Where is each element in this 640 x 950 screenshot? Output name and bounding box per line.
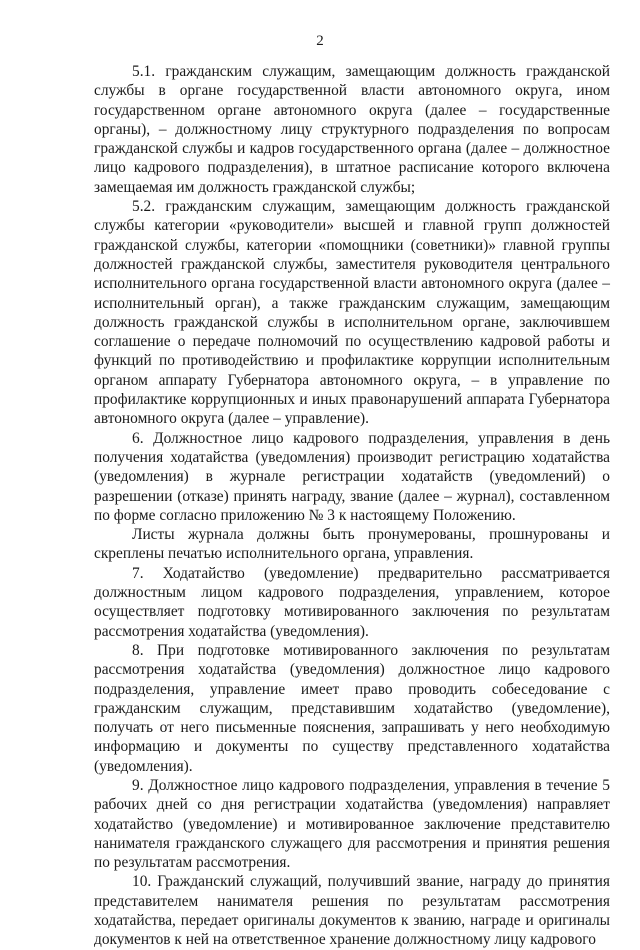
paragraph-6: 6. Должностное лицо кадрового подразделения, управления в день получения ходатайства (уведомления) производит регистрацию ходатайства (уведомления) в журнале регистрации ходатайств (уведомлений) о разрешении (отказе) принять награду, звание (далее – журнал), составленном по форме согласно приложению № 3 к настоящему Положению. <box>94 429 610 524</box>
paragraph-5-1: 5.1. гражданским служащим, замещающим должность гражданской службы в органе государственной власти автономного округа, ином государственном органе автономного округа (далее – государственные органы), – должностному лицу структурного подразделения по вопросам гражданской службы и кадров государственного органа (далее – должностное лицо кадрового подразделения), в штатное расписание которого включена замещаемая им должность гражданской службы; <box>94 63 610 196</box>
paragraph-journal-sheets: Листы журнала должны быть пронумерованы, прошнурованы и скреплены печатью исполнительного органа, управления. <box>94 526 610 563</box>
paragraph-9: 9. Должностное лицо кадрового подразделения, управления в течение 5 рабочих дней со дня регистрации ходатайства (уведомления) направляет ходатайство (уведомление) и мотивированное заключение представителю нанимателя гражданского служащего для рассмотрения и принятия решения по результатам рассмотрения. <box>94 776 610 872</box>
paragraph-10: 10. Гражданский служащий, получивший звание, награду до принятия представителем нанимателя решения по результатам рассмотрения ходатайства, передает оригиналы документов к званию, награде и оригиналы документов к ней на ответственное хранение должностному лицу кадрового <box>94 873 610 949</box>
paragraph-5-2: 5.2. гражданским служащим, замещающим должность гражданской службы категории «руководители» высшей и главной групп должностей гражданской службы, категории «помощники (советники)» главной группы должностей гражданской службы, заместителя руководителя центрального исполнительного органа государственной власти автономного округа (далее – исполнительный орган), а также гражданским служащим, замещающим должность гражданской службы в исполнительном органе, заключившем соглашение о передаче полномочий по осуществлению кадровой работы и функций по противодействию и профилактике коррупции исполнительным органом аппарату Губернатора автономного округа, – в управление по профилактике коррупционных и иных правонарушений аппарата Губернатора автономного округа (далее – управление). <box>94 198 610 428</box>
document-body <box>94 62 610 950</box>
paragraph-8: 8. При подготовке мотивированного заключения по результатам рассмотрения ходатайства (уведомления) должностное лицо кадрового подразделения, управление имеет право проводить собеседование с гражданским служащим, представившим ходатайство (уведомление), получать от него письменные пояснения, запрашивать у него необходимую информацию и документы по существу представленного ходатайства (уведомления). <box>94 641 610 775</box>
paragraph-7: 7. Ходатайство (уведомление) предварительно рассматривается должностным лицом кадрового подразделения, управлением, которое осуществляет подготовку мотивированного заключения по результатам рассмотрения ходатайства (уведомления). <box>94 564 610 640</box>
page-number: 2 <box>316 33 324 49</box>
